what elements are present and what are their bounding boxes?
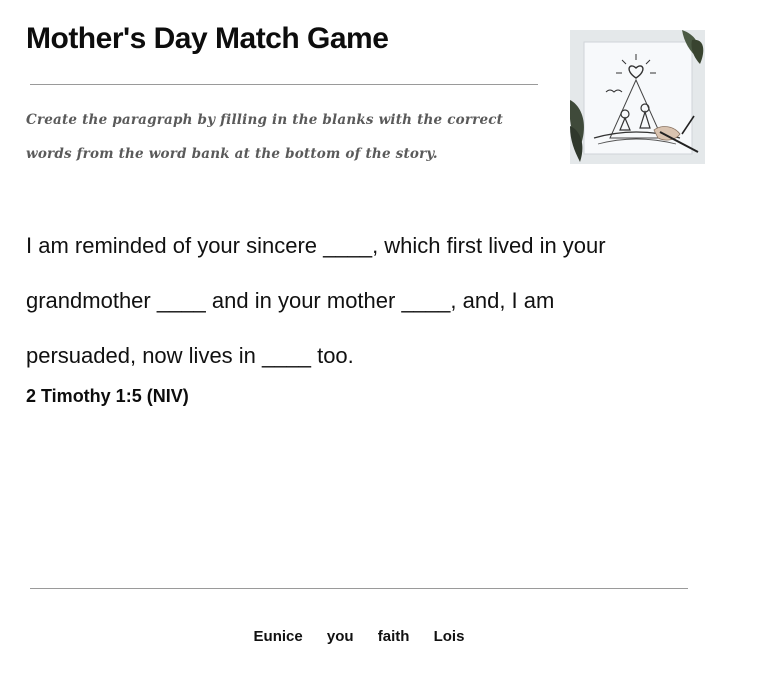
word-bank-item: Lois [433, 628, 465, 645]
instructions-line-1: Create the paragraph by filling in the blanks with the correct [26, 112, 504, 128]
word-bank-divider [30, 588, 688, 589]
passage-line-1: I am reminded of your sincere ____, which first lived in your [26, 233, 606, 258]
mothers-day-illustration [570, 30, 705, 164]
word-bank-item: Eunice [253, 628, 303, 645]
instructions-line-2: words from the word bank at the bottom of the story. [26, 146, 438, 162]
instructions [26, 103, 546, 171]
word-bank-item: you [326, 628, 354, 645]
passage-line-3: persuaded, now lives in ____ too. [26, 343, 354, 368]
title-divider [30, 84, 538, 85]
scripture-reference: 2 Timothy 1:5 (NIV) [26, 386, 189, 406]
passage-line-2: grandmother ____ and in your mother ____, and, I am [26, 288, 555, 313]
word-bank [0, 628, 718, 645]
page-title: Mother's Day Match Game [26, 22, 389, 55]
story-passage [26, 218, 706, 383]
word-bank-item: faith [377, 628, 410, 645]
